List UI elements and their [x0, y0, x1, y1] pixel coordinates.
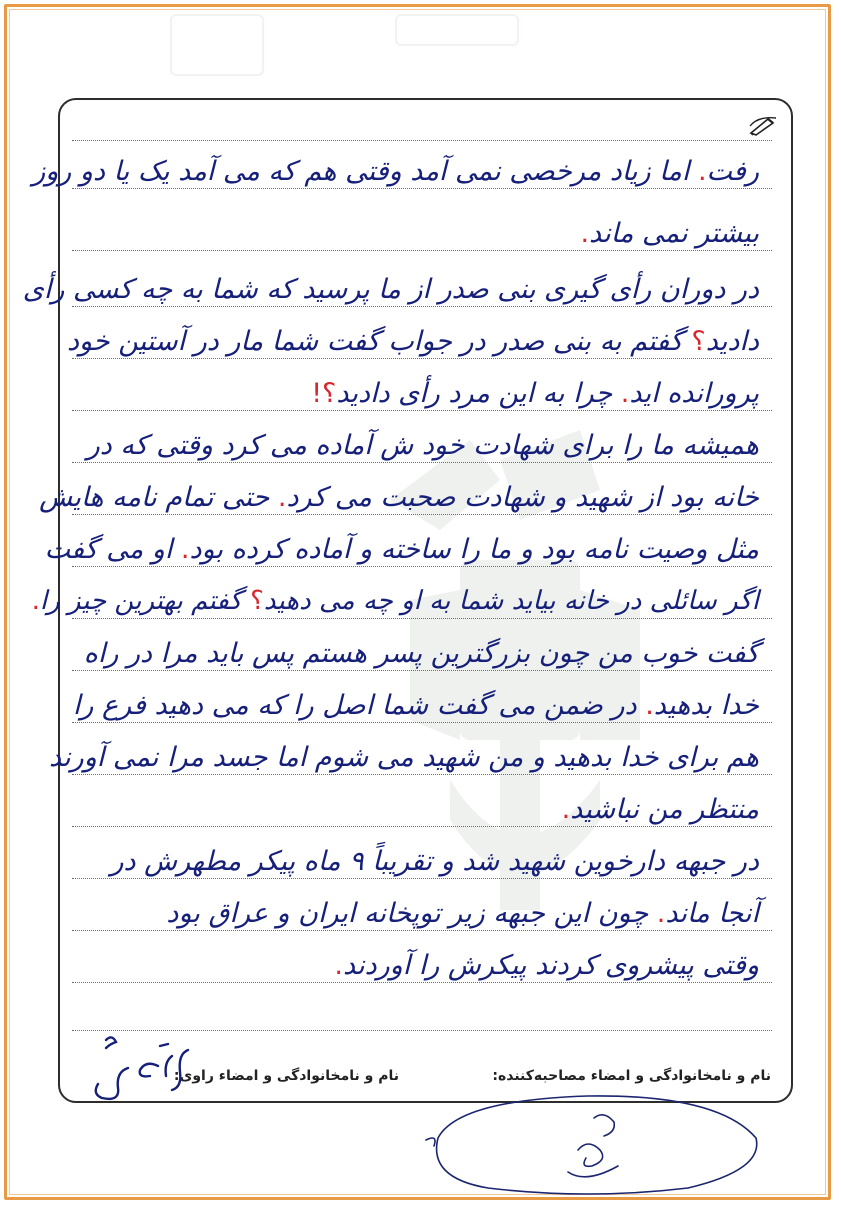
- punctuation-mark: .: [277, 482, 287, 513]
- writing-line: [72, 462, 772, 463]
- interviewer-label: نام و نامخانوادگی و امضاء مصاحبه‌کننده:: [492, 1068, 771, 1084]
- handwritten-line: گفت خوب من چون بزرگترین پسر هستم پس باید مرا در راه: [83, 638, 759, 669]
- writing-line: [72, 670, 772, 671]
- punctuation-mark: .: [656, 898, 666, 929]
- handwritten-line: هم برای خدا بدهید و من شهید می شوم اما جسد مرا نمی آورند: [48, 742, 759, 773]
- handwritten-line: رفت. اما زیاد مرخصی نمی آمد وقتی هم که می آمد یک یا دو روز: [32, 156, 759, 187]
- bleed-through-mark: [395, 14, 519, 46]
- punctuation-mark: .: [334, 950, 343, 981]
- writing-line: [72, 188, 772, 189]
- writing-line: [72, 1030, 772, 1031]
- bleed-through-mark: [170, 14, 264, 76]
- punctuation-mark: .: [620, 378, 630, 409]
- punctuation-mark: ؟: [691, 326, 706, 357]
- handwritten-line: خانه بود از شهید و شهادت صحبت می کرد. حتی تمام نامه هایش: [39, 482, 759, 513]
- handwritten-line: وقتی پیشروی کردند پیکرش را آوردند.: [334, 950, 759, 981]
- narrator-signature: [88, 1032, 198, 1112]
- writing-line: [72, 722, 772, 723]
- writing-line: [72, 774, 772, 775]
- writing-line: [72, 930, 772, 931]
- writing-line: [72, 140, 772, 141]
- writing-line: [72, 514, 772, 515]
- handwritten-line: دادید؟ گفتم به بنی صدر در جواب گفت شما مار در آستین خود: [66, 326, 759, 357]
- writing-line: [72, 358, 772, 359]
- handwritten-line: مثل وصیت نامه بود و ما را ساخته و آماده کرده بود. او می گفت: [44, 534, 759, 565]
- punctuation-mark: .: [645, 690, 654, 721]
- punctuation-mark: .: [180, 534, 190, 565]
- handwritten-line: خدا بدهید. در ضمن می گفت شما اصل را که می دهید فرع را: [72, 690, 759, 721]
- writing-line: [72, 826, 772, 827]
- interviewer-signature: [418, 1088, 763, 1196]
- pen-icon: [748, 114, 778, 136]
- handwritten-line: اگر سائلی در خانه بیاید شما به او چه می دهید؟ گفتم بهترین چیز را.: [31, 586, 759, 616]
- writing-line: [72, 306, 772, 307]
- handwritten-line: پرورانده اید. چرا به این مرد رأی دادید؟!: [311, 378, 759, 409]
- handwritten-line: همیشه ما را برای شهادت خود ش آماده می کرد وقتی که در: [86, 430, 759, 461]
- writing-line: [72, 878, 772, 879]
- punctuation-mark: ؟!: [311, 378, 337, 409]
- writing-line: [72, 410, 772, 411]
- handwritten-line: در دوران رأی گیری بنی صدر از ما پرسید که شما به چه کسی رأی: [22, 274, 759, 305]
- punctuation-mark: .: [697, 156, 707, 187]
- writing-line: [72, 566, 772, 567]
- handwritten-line: در جبهه دارخوین شهید شد و تقریباً ۹ ماه پیکر مطهرش در: [110, 846, 759, 877]
- handwritten-line: منتظر من نباشید.: [561, 794, 759, 825]
- narrator-label: نام و نامخانوادگی و امضاء راوی:: [173, 1068, 399, 1084]
- punctuation-mark: .: [31, 586, 40, 616]
- writing-line: [72, 982, 772, 983]
- punctuation-mark: ؟: [250, 586, 264, 616]
- punctuation-mark: .: [580, 218, 590, 249]
- writing-line: [72, 250, 772, 251]
- handwritten-line: بیشتر نمی ماند.: [580, 218, 759, 249]
- handwritten-line: آنجا ماند. چون این جبهه زیر توپخانه ایران و عراق بود: [166, 898, 759, 929]
- punctuation-mark: .: [561, 794, 571, 825]
- writing-line: [72, 618, 772, 619]
